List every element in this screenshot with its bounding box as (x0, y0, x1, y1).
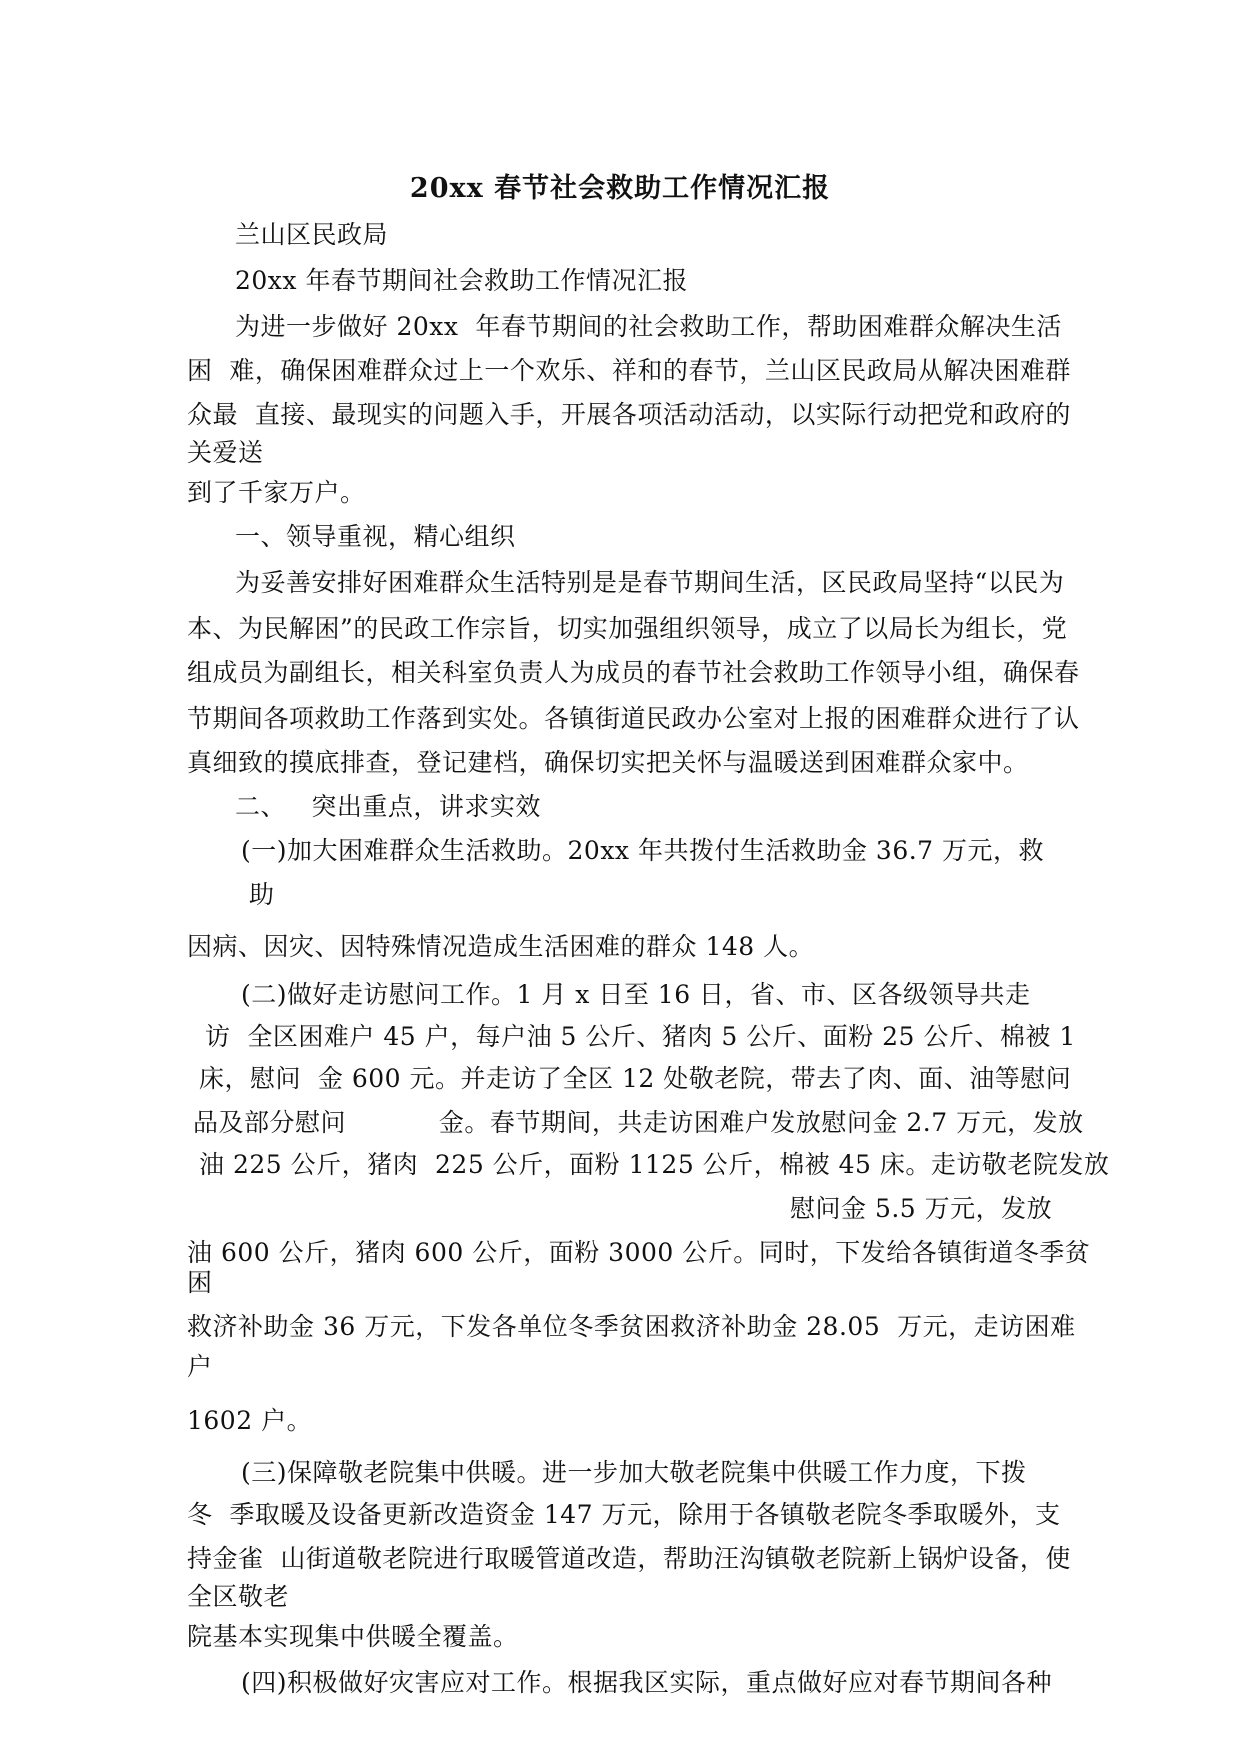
paragraph-line: 油 225 公斤，猪肉 225 公斤，面粉 1125 公斤，棉被 45 床。走访敬老院发放 (199, 1150, 1110, 1179)
paragraph-line: 品及部分慰问 金。春节期间，共走访困难户发放慰问金 2.7 万元，发放 (193, 1108, 1084, 1137)
paragraph-line: 组成员为副组长，相关科室负责人为成员的春节社会救助工作领导小组，确保春 (187, 658, 1080, 687)
paragraph-line: 为妥善安排好困难群众生活特别是是春节期间生活，区民政局坚持“以民为 (235, 568, 1065, 597)
author-line: 兰山区民政局 (235, 220, 389, 249)
section-heading: 二、 突出重点，讲求实效 (235, 792, 541, 821)
paragraph-line: 床，慰问 金 600 元。并走访了全区 12 处敬老院，带去了肉、面、油等慰问 (199, 1064, 1072, 1093)
paragraph-line: 众最 直接、最现实的问题入手，开展各项活动活动，以实际行动把党和政府的 (187, 400, 1071, 429)
paragraph-line: 持金雀 山街道敬老院进行取暖管道改造，帮助汪沟镇敬老院新上锅炉设备，使 (187, 1544, 1071, 1573)
paragraph-line: 救济补助金 36 万元，下发各单位冬季贫困救济补助金 28.05 万元，走访困难 (187, 1312, 1076, 1341)
paragraph-line: 院基本实现集中供暖全覆盖。 (187, 1622, 519, 1651)
paragraph-line: (二)做好走访慰问工作。1 月 x 日至 16 日，省、市、区各级领导共走 (241, 980, 1031, 1009)
paragraph-line: 为进一步做好 20xx 年春节期间的社会救助工作，帮助困难群众解决生活 (235, 312, 1062, 341)
paragraph-line: 慰问金 5.5 万元，发放 (790, 1194, 1053, 1223)
subtitle-line: 20xx 年春节期间社会救助工作情况汇报 (235, 266, 688, 295)
paragraph-line: 真细致的摸底排查，登记建档，确保切实把关怀与温暖送到困难群众家中。 (187, 748, 1029, 777)
paragraph-line: 本、为民解困”的民政工作宗旨，切实加强组织领导，成立了以局长为组长，党 (187, 614, 1068, 643)
paragraph-line: 助 (249, 880, 275, 909)
paragraph-line: 困 (187, 1268, 213, 1297)
paragraph-line: 全区敬老 (187, 1582, 290, 1611)
paragraph-line: (三)保障敬老院集中供暖。进一步加大敬老院集中供暖工作力度，下拨 (241, 1458, 1027, 1487)
paragraph-line: (一)加大困难群众生活救助。20xx 年共拨付生活救助金 36.7 万元，救 (241, 836, 1045, 865)
paragraph-line: 户 (187, 1352, 213, 1381)
section-heading: 一、领导重视，精心组织 (235, 522, 516, 551)
paragraph-line: 困 难，确保困难群众过上一个欢乐、祥和的春节，兰山区民政局从解决困难群 (187, 356, 1071, 385)
paragraph-line: 访 全区困难户 45 户，每户油 5 公斤、猪肉 5 公斤、面粉 25 公斤、棉被 1 (205, 1022, 1076, 1051)
document-title: 20xx 春节社会救助工作情况汇报 (409, 173, 831, 204)
paragraph-line: 1602 户。 (187, 1406, 313, 1435)
paragraph-line: 到了千家万户。 (187, 478, 366, 507)
paragraph-line: 油 600 公斤，猪肉 600 公斤，面粉 3000 公斤。同时，下发给各镇街道冬季贫 (187, 1238, 1091, 1267)
paragraph-line: 关爱送 (187, 438, 264, 467)
paragraph-line: (四)积极做好灾害应对工作。根据我区实际，重点做好应对春节期间各种 (241, 1668, 1053, 1697)
paragraph-line: 节期间各项救助工作落到实处。各镇街道民政办公室对上报的困难群众进行了认 (187, 704, 1080, 733)
paragraph-line: 因病、因灾、因特殊情况造成生活困难的群众 148 人。 (187, 932, 815, 961)
paragraph-line: 冬 季取暖及设备更新改造资金 147 万元，除用于各镇敬老院冬季取暖外，支 (187, 1500, 1061, 1529)
